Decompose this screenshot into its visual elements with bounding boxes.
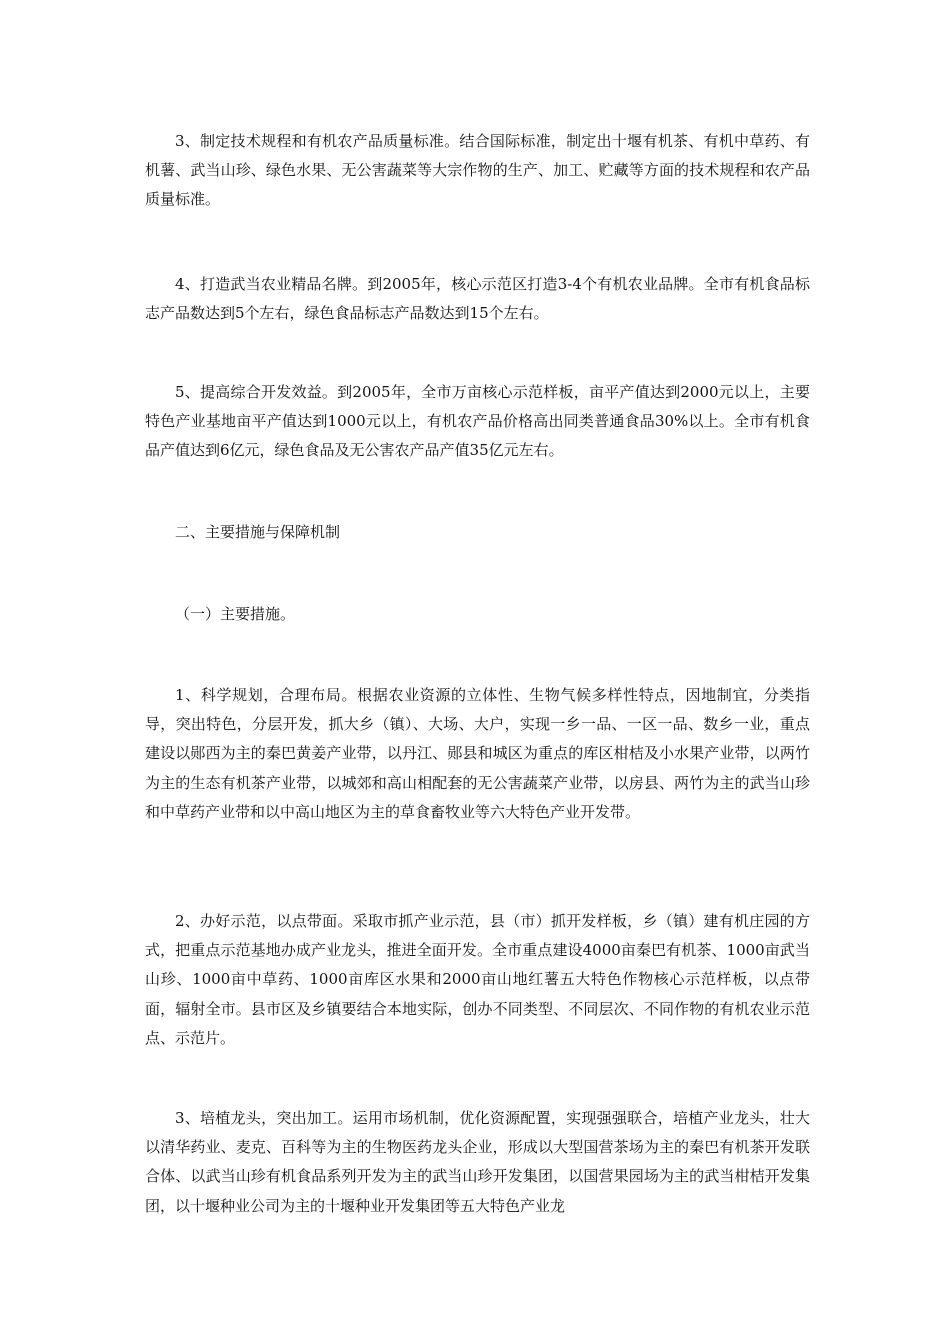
paragraph-planning: 1、科学规划，合理布局。根据农业资源的立体性、生物气候多样性特点，因地制宜，分类指导，突出特色，分层开发，抓大乡（镇）、大场、大户，实现一乡一品、一区一品、数乡一业，重点建设以郧西为主的秦巴黄姜产业带，以丹江、郧县和城区为重点的库区柑桔及小水果产业带，以两竹为主的生态有机茶产业带，以城郊和高山相配套的无公害蔬菜产业带，以房县、两竹为主的武当山珍和中草药产业带和以中高山地区为主的草食畜牧业等六大特色产业开发带。 [145,686,810,821]
section-heading: 二、主要措施与保障机制 [175,523,341,541]
paragraph-brand: 4、打造武当农业精品名牌。到2005年，核心示范区打造3-4个有机农业品牌。全市有机食品标志产品数达到5个左右，绿色食品标志产品数达到15个左右。 [145,275,810,323]
paragraph-benefits: 5、提高综合开发效益。到2005年，全市万亩核心示范样板，亩平产值达到2000元以上，主要特色产业基地亩平产值达到1000元以上，有机农产品价格高出同类普通食品30%以上。全市有机食品产值达到6亿元，绿色食品及无公害农产品产值35亿元左右。 [145,383,810,460]
subsection-heading: （一）主要措施。 [175,605,296,623]
paragraph-leading-enterprises: 3、培植龙头，突出加工。运用市场机制，优化资源配置，实现强强联合，培植产业龙头，壮大以清华药业、麦克、百科等为主的生物医药龙头企业，形成以大型国营茶场为主的秦巴有机茶开发联合体、以武当山珍有机食品系列开发为主的武当山珍开发集团，以国营果园场为主的武当柑桔开发集团，以十堰种业公司为主的十堰种业开发集团等五大特色产业龙 [145,1109,810,1215]
paragraph-demonstration: 2、办好示范，以点带面。采取市抓产业示范，县（市）抓开发样板，乡（镇）建有机庄园的方式，把重点示范基地办成产业龙头，推进全面开发。全市重点建设4000亩秦巴有机茶、1000亩武当山珍、1000亩中草药、1000亩库区水果和2000亩山地红薯五大特色作物核心示范样板，以点带面，辐射全市。县市区及乡镇要结合本地实际，创办不同类型、不同层次、不同作物的有机农业示范点、示范片。 [145,912,810,1047]
paragraph-tech-standards: 3、制定技术规程和有机农产品质量标准。结合国际标准，制定出十堰有机茶、有机中草药、有机薯、武当山珍、绿色水果、无公害蔬菜等大宗作物的生产、加工、贮藏等方面的技术规程和农产品质量标准。 [145,132,810,209]
